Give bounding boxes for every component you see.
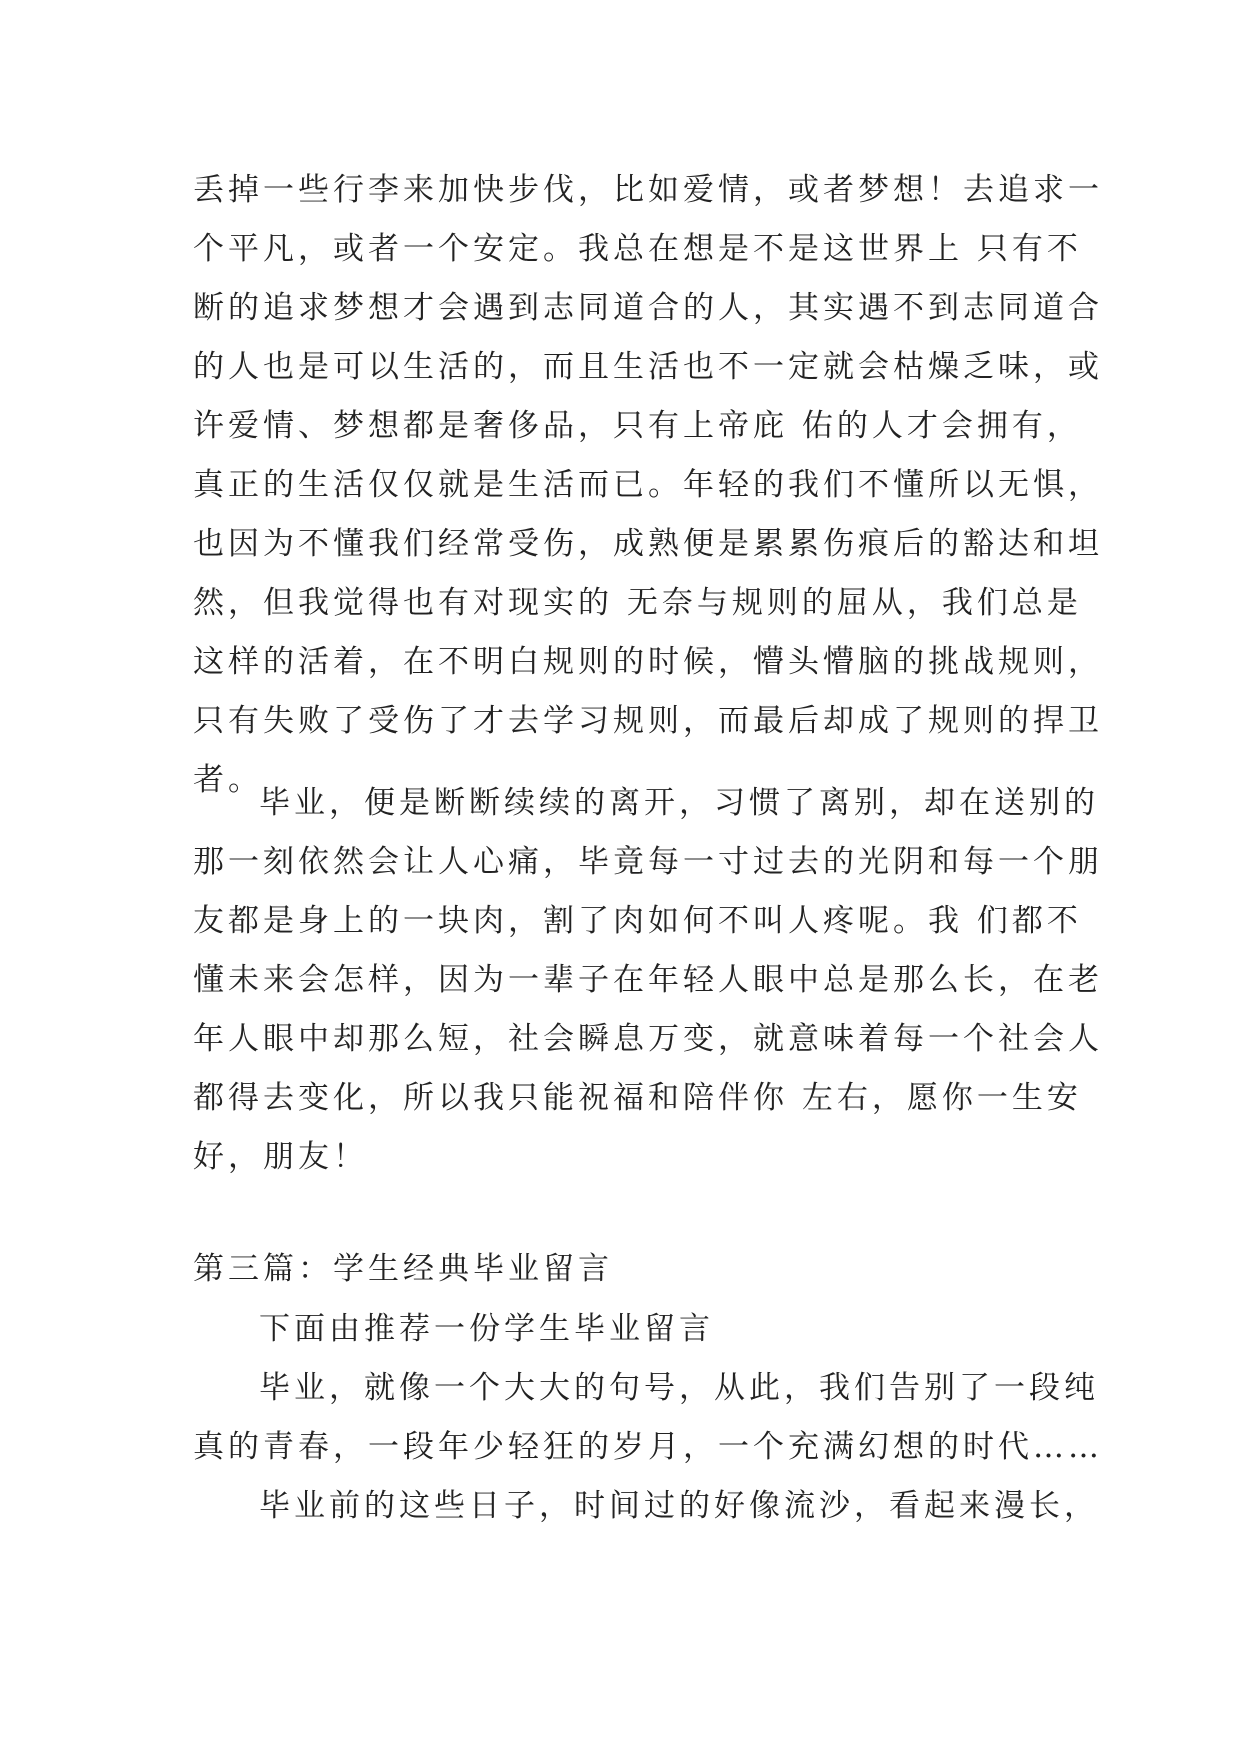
text-line: 下面由推荐一份学生毕业留言 [259, 1311, 714, 1347]
text-line: 毕业，便是断断续续的离开，习惯了离别，却在送别的 [259, 785, 1099, 821]
text-line: 真的青春，一段年少轻狂的岁月，一个充满幻想的时代…… [193, 1429, 1103, 1465]
text-line: 断的追求梦想才会遇到志同道合的人，其实遇不到志同道合 [193, 290, 1103, 326]
text-line: 这样的活着，在不明白规则的时候，懵头懵脑的挑战规则， [193, 644, 1103, 680]
text-line: 那一刻依然会让人心痛，毕竟每一寸过去的光阴和每一个朋 [193, 844, 1103, 880]
section-body [193, 1300, 1103, 1536]
paragraph-continuation [193, 161, 1103, 810]
text-line: 友都是身上的一块肉，割了肉如何不叫人疼呢。我 们都不 [193, 903, 1082, 939]
text-line: 许爱情、梦想都是奢侈品，只有上帝庇 佑的人才会拥有， [193, 408, 1082, 444]
text-line: 毕业前的这些日子，时间过的好像流沙，看起来漫长， [259, 1488, 1099, 1524]
text-line: 只有失败了受伤了才去学习规则，而最后却成了规则的捍卫 [193, 703, 1103, 739]
text-line: 者。 [193, 762, 263, 798]
text-line: 好，朋友！ [193, 1139, 368, 1175]
paragraph-graduation [193, 774, 1103, 1187]
text-line: 的人也是可以生活的，而且生活也不一定就会枯燥乏味，或 [193, 349, 1103, 385]
text-line: 个平凡，或者一个安定。我总在想是不是这世界上 只有不 [193, 231, 1082, 267]
text-line: 懂未来会怎样，因为一辈子在年轻人眼中总是那么长，在老 [193, 962, 1103, 998]
section-heading [193, 1240, 1073, 1299]
text-line: 毕业，就像一个大大的句号，从此，我们告别了一段纯 [259, 1370, 1099, 1406]
text-line: 年人眼中却那么短，社会瞬息万变，就意味着每一个社会人 [193, 1021, 1103, 1057]
text-line: 都得去变化，所以我只能祝福和陪伴你 左右，愿你一生安 [193, 1080, 1082, 1116]
text-line: 丢掉一些行李来加快步伐，比如爱情，或者梦想！去追求一 [193, 172, 1103, 208]
text-line: 然，但我觉得也有对现实的 无奈与规则的屈从，我们总是 [193, 585, 1082, 621]
text-line: 也因为不懂我们经常受伤，成熟便是累累伤痕后的豁达和坦 [193, 526, 1103, 562]
text-line: 真正的生活仅仅就是生活而已。年轻的我们不懂所以无惧， [193, 467, 1103, 503]
section-heading-text: 第三篇：学生经典毕业留言 [193, 1251, 613, 1287]
